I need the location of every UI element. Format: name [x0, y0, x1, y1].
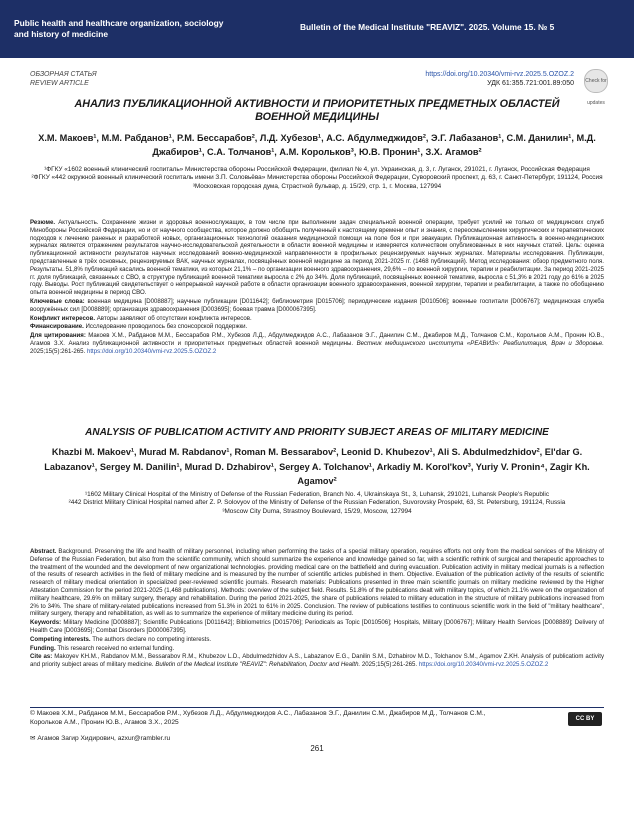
abstract-en-block	[30, 548, 604, 670]
section-title: Public health and healthcare organization, sociology and history of medicine	[14, 18, 224, 39]
affiliation: ¹1602 Military Clinical Hospital of the Ministry of Defense of the Russian Federation, Branch No. 4, Ukrainskaya St., 3, Luhansk, 291021, Luhansk People's Republic	[84, 491, 550, 498]
abstract-label: Резюме.	[30, 219, 56, 226]
journal-header	[0, 0, 634, 58]
check-updates-icon[interactable]: Check for updates	[584, 69, 608, 93]
keywords: военная медицина [D008887]; научные публикации [D011642]; библиометрия [D015706]; периодические издания [D010506]; военные госпитали [D006767]; медицинская служба вооружённых сил [D008889]; организация здравоохранения [D003695]; боевая травма [D000067395].	[30, 297, 604, 313]
affiliation: ²ФГКУ «442 окружной военный клинический госпиталь имени З.П. Соловьёва» Министерства обороны Российской Федерации, Суворовский проспект, д. 63, г. Санкт-Петербург, 191124, Россия	[31, 174, 603, 182]
copyright	[30, 710, 510, 727]
abstract-label: Abstract.	[30, 548, 57, 555]
article-type-en: REVIEW ARTICLE	[30, 80, 89, 87]
funding-label: Funding.	[30, 644, 56, 652]
journal-citation: Bulletin of the Medical Institute "REAVIZ". 2025. Volume 15. № 5	[300, 22, 555, 32]
cite-tail: 2025;15(5):261-265.	[30, 347, 86, 355]
affiliations-en	[30, 491, 604, 516]
cite-tail: 2025;15(5):261-265.	[361, 661, 418, 669]
affiliation: ¹ФГКУ «1602 военный клинический госпиталь» Министерства обороны Российской Федерации, филиал № 4, ул. Украинская, д. 3, г. Луганск, 291021, г. Луганск, Российская Федерация	[44, 166, 590, 173]
page-number: 261	[310, 744, 324, 753]
doi-block	[425, 70, 574, 88]
conflict-label: Конфликт интересов.	[30, 314, 96, 322]
license-icon[interactable]: CC BY	[568, 712, 602, 726]
cite-doi-link[interactable]: https://doi.org/10.20340/vmi-rvz.2025.5.OZOZ.2	[418, 661, 549, 669]
doi-link[interactable]: https://doi.org/10.20340/vmi-rvz.2025.5.OZOZ.2	[425, 71, 574, 78]
cite-journal: Вестник медицинского института «РЕАВИЗ»: Реабилитация, Врач и Здоровье.	[356, 339, 604, 347]
title-ru: АНАЛИЗ ПУБЛИКАЦИОННОЙ АКТИВНОСТИ И ПРИОРИТЕТНЫХ ПРЕДМЕТНЫХ ОБЛАСТЕЙ ВОЕННОЙ МЕДИЦИНЫ	[74, 98, 560, 123]
udk: УДК 61:355.721:001.89:050	[487, 80, 574, 87]
footer-divider	[30, 707, 604, 708]
keywords: Military Medicine [D008887]; Scientific Publications [D011642]; Bibliometrics [D015706]; Periodicals as Topic [D010506]; Hospitals, Military [D006767]; Military Health Services [D008889]; Delivery of Health Care [D003695]; Combat Disorders [D000067395].	[30, 619, 604, 634]
cite: Makoyev KH.M., Rabdanov M.M., Bessarabov R.M., Khubezov L.D., Abdulmedzhidov A.S., Labazanov E.G., Danilin S.M., Dzhabirov M.D., Tolchanov S.M., Agamov Z.KH. Analysis of publicatiom activity and priority subject areas of military medicine.	[30, 653, 604, 669]
affiliations-ru	[30, 166, 604, 191]
cite-journal: Bulletin of the Medical Institute "REAVIZ": Rehabilitation, Doctor and Health.	[155, 661, 361, 669]
abstract-text: Актуальность. Сохранение жизни и здоровья военнослужащих, в том числе при выполнении задач специальной военной операции, требует усилий не только от медицинских служб Минобороны Российской Федерации, но и от научного сообщества, которое должно обобщить полученный к настоящему времени опыт и знания, с переосмыслением хирургических и терапевтических подходов к лечению раненых и разработкой новых, организационных технологий оказания медицинской помощи на поле боя и при эвакуации. Публикационная активность в военно-медицинских журналах является отражением результатов научно-исследовательской деятельности в области военной медицины и измеряется количеством опубликованных в них научных статей. Цель: оценка публикационной активности результатов научных исследований военно-медицинской направленности в профильных рецензируемых научных журналах. Материалы исследования. Публикации, представленные в трёх основных, рецензируемых ВАК, научных журналах, посвящённых военной медицине за период 2021-2025 гг. (1468 публикаций). Метод исследования: обзор предметного поля. Результаты. 51,8% публикаций касались военной тематики, из которых 21,1% – по организации военного здравоохранения, 29,6% – по военной хирургии, терапии и реабилитации. За период 2021-2025 гг. доля публикаций, связанных с СВО, в структуре публикаций военной тематики выросла с 2% до 34%. Доля публикаций, посвящённых военной тематике, выросла с 51,3% в 2021 году до 61% в 2025 году. Выводы. Рост публикаций свидетельствует о непрерывной научной работе в области организации военного здравоохранения, военной хирургии, терапии и реабилитации, а также по обобщению опыта военной медицины в период СВО.	[30, 219, 604, 297]
abstract-ru-block	[30, 219, 604, 357]
conflict-label: Competing interests.	[30, 635, 91, 643]
title-en: ANALYSIS OF PUBLICATIOM ACTIVITY AND PRIORITY SUBJECT AREAS OF MILITARY MEDICINE	[85, 427, 549, 438]
authors-ru: Х.М. Макоев¹, М.М. Рабданов¹, Р.М. Бессарабов², Л.Д. Хубезов¹, А.С. Абдулмеджидов², Э.Г. Лабазанов¹, С.М. Данилин¹, М.Д. Джабиров¹, С.А. Толчанов¹, А.М. Корольков³, Ю.В. Пронин¹, З.Х. Агамов²	[38, 133, 596, 157]
affiliation: ³Moscow City Duma, Strastnoy Boulevard, 15/29, Moscow, 127994	[222, 507, 412, 515]
keywords-label: Ключевые слова:	[30, 297, 85, 305]
funding: This research received no external funding.	[57, 644, 175, 652]
conflict: The authors declare no competing interests.	[92, 635, 212, 643]
cite-doi-link[interactable]: https://doi.org/10.20340/vmi-rvz.2025.5.OZOZ.2	[86, 347, 217, 355]
cite-label: Для цитирования:	[30, 332, 86, 340]
abstract-text: Background. Preserving the life and health of military personnel, including when performing the tasks of a special military operation, requires efforts not only from the medical services of the Ministry of Defense of the Russian Federation, but also from the scientific community, which should summarize the experience and knowledge gained so far, with a scientific rethink of surgical and therapeutic approaches to the treatment of the wounded and the development of new organizational technologies. providing medical care on the battlefield and during evacuation. Publication activity in military medical journals is a reflection of the results of research activities in the field of military medicine and is measured by the number of scientific articles published in them. Objective. Evaluation of the publication activity of the results of scientific research of military medical orientation in specialized peer-reviewed scientific journals. Research materials: Publications presented in three main scientific journals on military medicine reviewed by the Higher Attestation Commission for the period 2021-2025 (1,468 publications). Methods: overview of the subject field. Results. 51.8% of the publications dealt with military topics, of which 21.1% were on the organization of military healthcare, 29.6% on military surgery, therapy and rehabilitation. During the period 2021-2025, the share of publications related to military education in the structure of military publications increased from 2% to 34%. The share of military-related publications increased from 51.3% in 2021 to 61% in 2025. Conclusion. The review of publications testifies to continuous scientific work in the field of "military healthcare", military surgery, therapy and rehabilitation, as well as to summarize the experience of military medicine during its period.	[30, 548, 604, 618]
affiliation: ³Московская городская дума, Страстной бульвар, д. 15/29, стр. 1, г. Москва, 127994	[192, 182, 442, 190]
conflict: Авторы заявляют об отсутствии конфликта интересов.	[96, 314, 252, 322]
authors-en: Khazbi M. Makoev¹, Murad M. Rabdanov¹, Roman M. Bessarabov², Leonid D. Khubezov¹, Ali S. Abdulmedzhidov², El'dar G. Labazanov¹, Sergey M. Danilin¹, Murad D. Dzhabirov¹, Sergey A. Tolchanov¹, Arkadiy M. Korol'kov³, Yuriy V. Pronin⁴, Zagir Kh. Agamov²	[44, 447, 590, 486]
cite: Макоев Х.М., Рабданов М.М., Бессарабов Р.М., Хубезов Л.Д., Абдулмеджидов А.С., Лабазанов Э.Г., Данилин С.М., Джабиров М.Д., Толчанов С.М., Корольков А.М., Пронин Ю.В., Агамов З.Х. Анализ публикационной активности и приоритетных предметных областей военной медицины.	[30, 332, 604, 347]
contact-text[interactable]: Агамов Загир Хидирович, azxur@rambler.ru	[37, 735, 171, 742]
article-type	[30, 70, 97, 88]
funding: Исследование проводилось без спонсорской поддержки.	[85, 323, 248, 331]
article-type-ru: ОБЗОРНАЯ СТАТЬЯ	[30, 71, 97, 78]
copyright-text: © Макоев Х.М., Рабданов М.М., Бессарабов Р.М., Хубезов Л.Д., Абдулмеджидов А.С., Лабазанов Э.Г., Данилин С.М., Джабиров М.Д., Толчанов С.М., Корольков А.М., Пронин Ю.В., Агамов З.Х., 2025	[30, 710, 486, 726]
contact-email: ✉ Агамов Загир Хидирович, azxur@rambler.ru	[30, 735, 171, 742]
cite-label: Cite as:	[30, 653, 53, 661]
funding-label: Финансирование.	[30, 323, 84, 331]
keywords-label: Keywords:	[30, 619, 62, 627]
affiliation: ²442 District Military Clinical Hospital named after Z. P. Solovyov of the Ministry of Defense of the Russian Federation, Suvorovsky Prospekt, 63, St. Petersburg, 191124, Russia	[68, 499, 566, 507]
